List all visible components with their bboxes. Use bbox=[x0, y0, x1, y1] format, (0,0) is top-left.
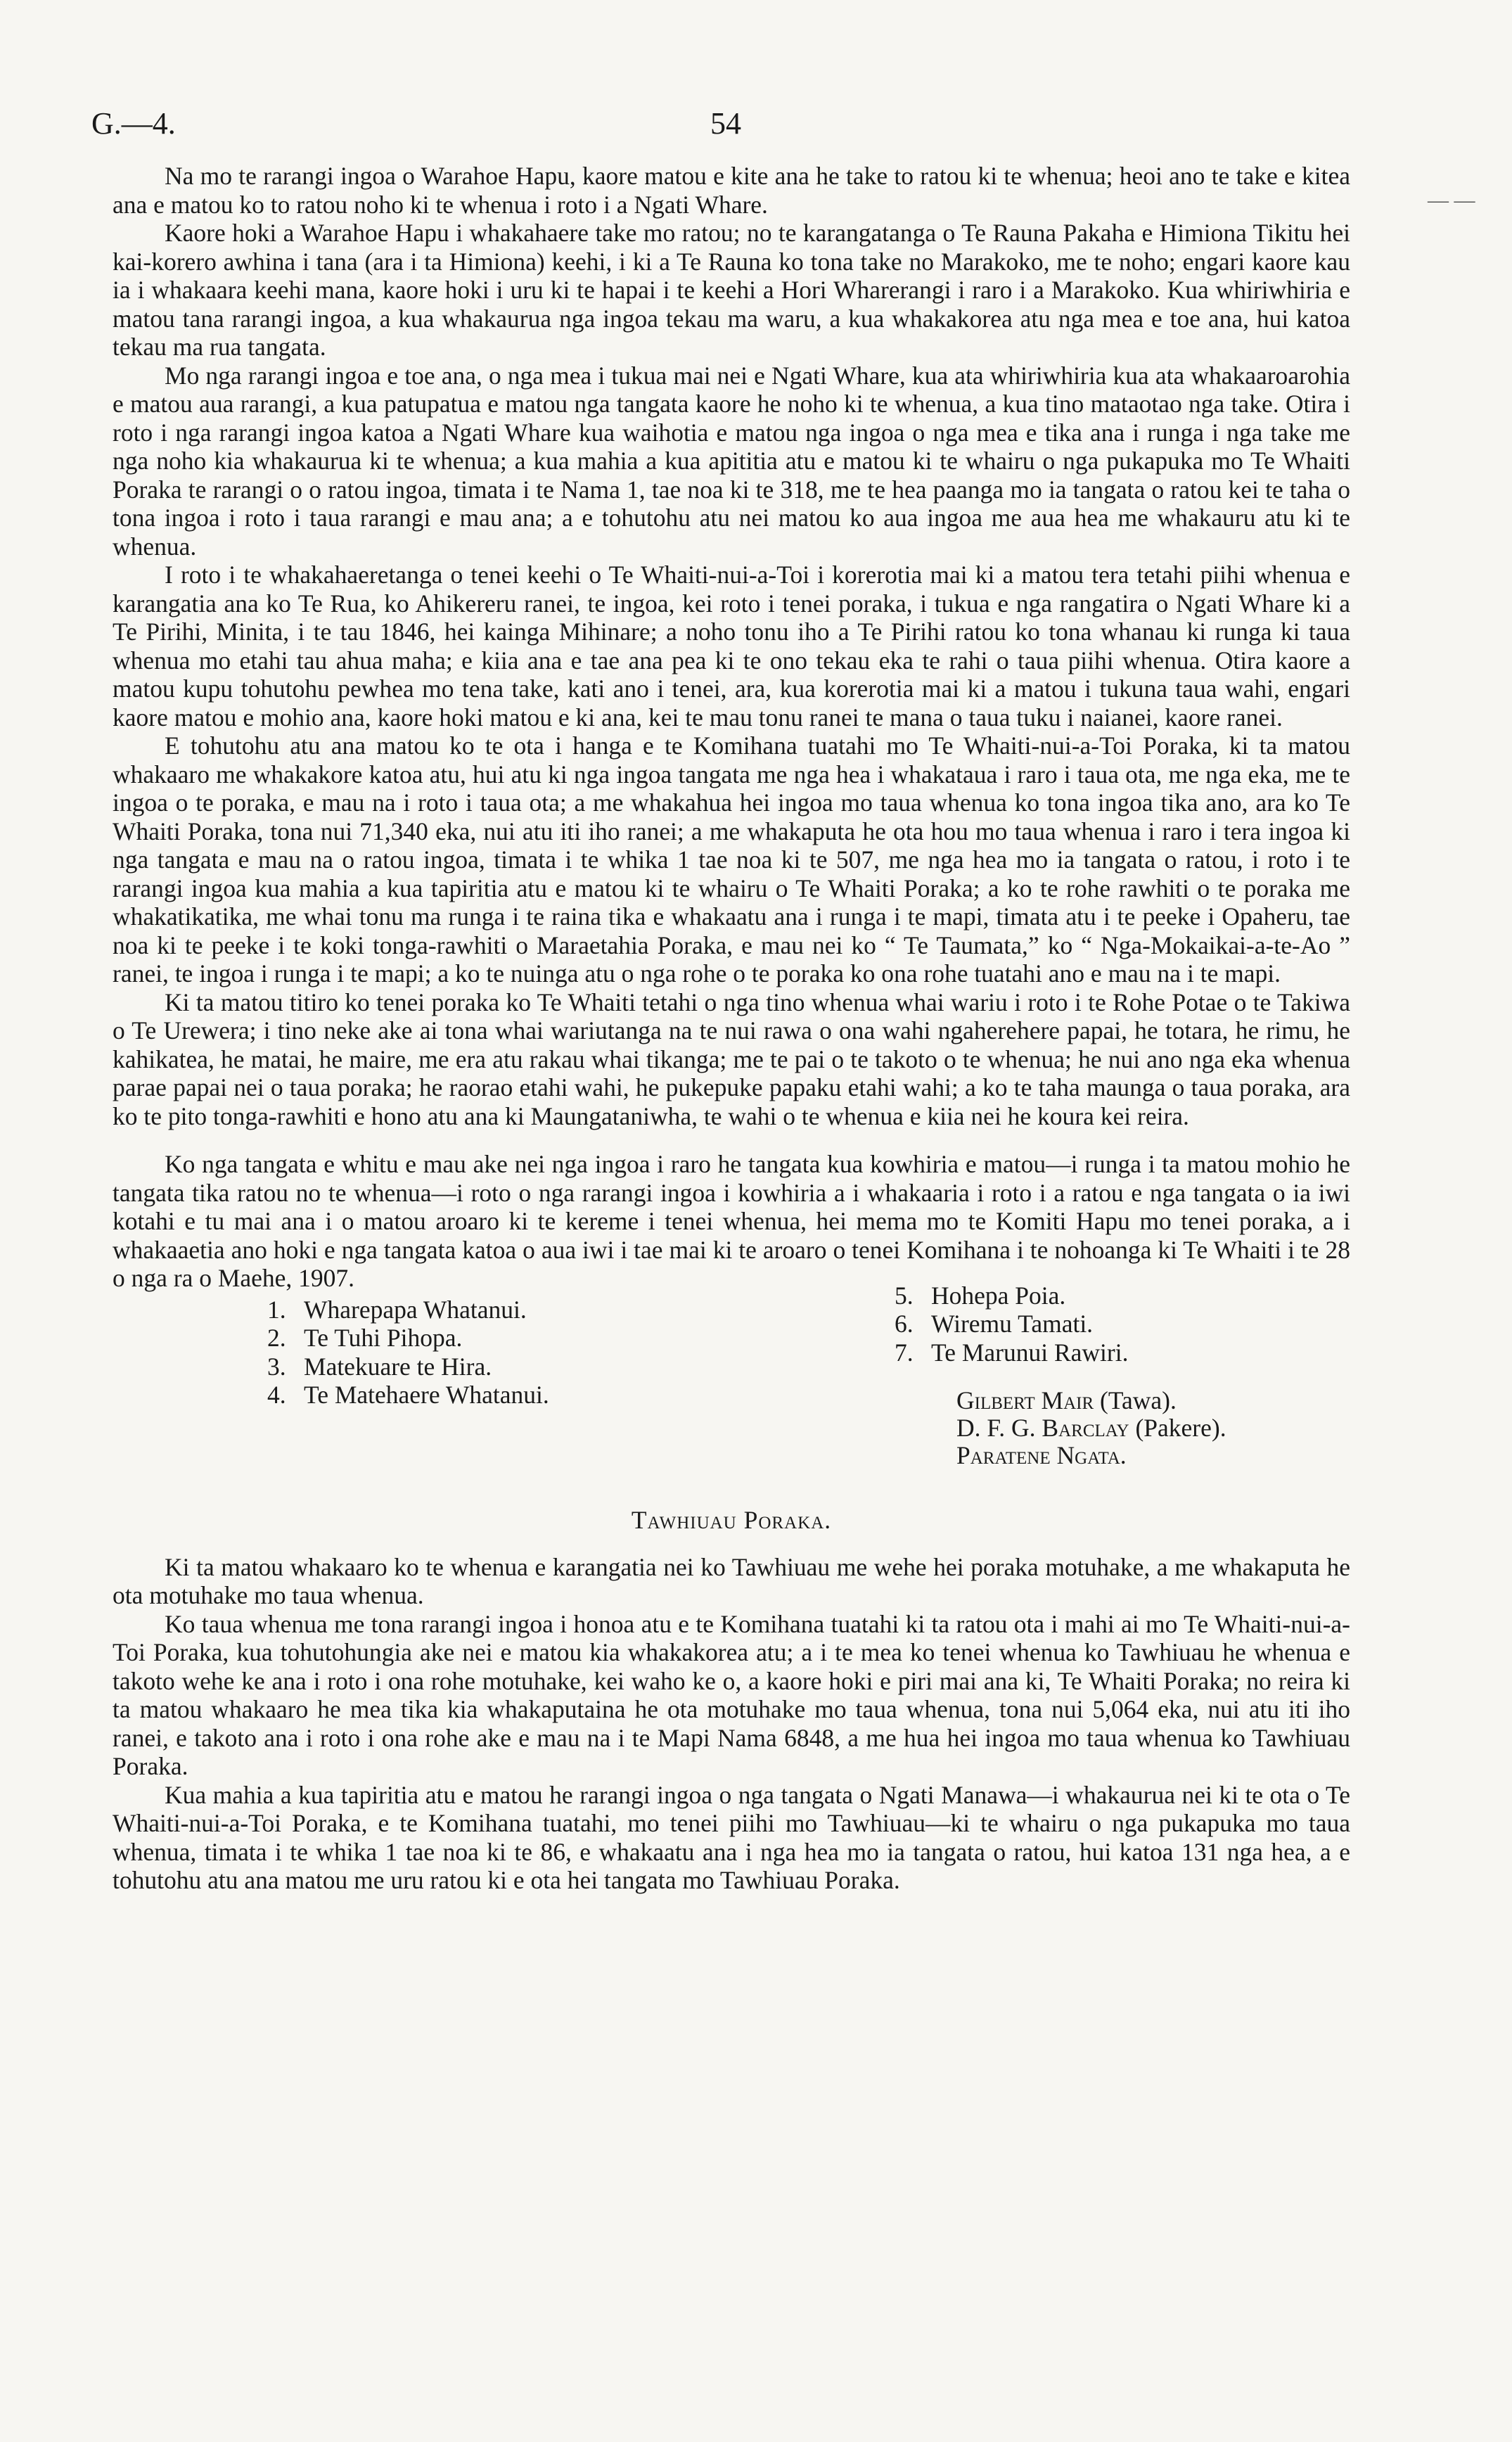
paragraph: Ko taua whenua me tona rarangi ingoa i honoa atu e te Komihana tuatahi ki ta ratou ota i mahi ai mo Te Whaiti-nui-a-Toi Poraka, kua tohutohungia ake nei e matou kia whakakorea atu; a i te mea ko tenei whenua ko Tawhiuau he whenua e takoto wehe ke ana i roto i ona rohe motuhake, kei waho ke o, a kaore hoki e piri mai ana ki, Te Whaiti Poraka; no reira ki ta matou whakaaro he mea tika kia whakaputaina he ota motuhake mo taua whenua, tona nui 5,064 eka, nui atu iti iho ranei, e takoto ana i roto i ona rohe ake e mau na i te Mapi Nama 6848, a me hua hei ingoa mo taua whenua ko Tawhiuau Poraka. bbox=[113, 1609, 1350, 1780]
paragraph: Ki ta matou titiro ko tenei poraka ko Te Whaiti tetahi o nga tino whenua whai wariu i roto i te Rohe Potae o te Takiwa o Te Urewera; i tino neke ake ai tona whai wariutanga na te nui rawa o ona wahi ngaherehere papai, he totara, he rimu, he kahikatea, he matai, he maire, me era atu rakau whai tikanga; me te pai o te takoto o te whenua; he nui ano nga eka whenua parae papai nei o taua poraka; he raorao etahi wahi, he pukepuke papaku etahi wahi; a ko te taha maunga o taua poraka, ara ko te pito tonga-rawhiti e hono atu ana ki Maungataniwha, te wahi o te whenua e kiia nei he koura kei reira. bbox=[113, 987, 1350, 1130]
list-item: 5. Hohepa Poia. bbox=[895, 1281, 1066, 1310]
paragraph: Ki ta matou whakaaro ko te whenua e karangatia nei ko Tawhiuau me wehe hei poraka motuhake, a me whakaputa he ota motuhake mo taua whenua. bbox=[113, 1552, 1350, 1609]
signature: Paratene Ngata. bbox=[956, 1440, 1127, 1469]
paragraph: Kaore hoki a Warahoe Hapu i whakahaere take mo ratou; no te karangatanga o Te Rauna Pakaha e Himiona Tikitu hei kai-korero awhina i tana (ara i ta Himiona) keehi, i ki a Te Rauna ko tona take no Marakoko, me te noho; engari kaore kau ia i whakaara keehi mana, kaore hoki i uru ki te hapai i te keehi a Hori Wharerangi i raro i a Marakoko. Kua whiriwhiria e matou tana rarangi ingoa, a kua whakaurua nga ingoa tekau ma waru, a kua whakakorea atu nga mea e toe ana, hui katoa tekau ma rua tangata. bbox=[113, 219, 1350, 361]
paragraph: I roto i te whakahaeretanga o tenei keehi o Te Whaiti-nui-a-Toi i korerotia mai ki a matou tera tetahi piihi whenua e karangatia ana ko Te Rua, ko Ahikereru ranei, te ingoa, kei roto i tenei poraka, i tukua e nga rangatira o Ngati Whare ki a Te Pirihi, Minita, i te tau 1846, hei kainga Mihinare; a noho tonu iho a Te Pirihi ratou ko tona whanau ki runga ki taua whenua mo etahi tau ahua maha; e kiia ana e tae ana pea ki te ono tekau eka te rahi o taua piihi whenua. Otira kaore a matou kupu tohutohu pewhea mo tena take, kati ano i tenei, ara, kua korerotia mai ki a matou i tukuna taua wahi, engari kaore matou e mohio ana, kaore hoki matou e ki ana, kei te mau tonu ranei te mana o taua tuku i naianei, kaore ranei. bbox=[113, 561, 1350, 731]
section-body bbox=[113, 1553, 1350, 1895]
list-item: 1. Wharepapa Whatanui. bbox=[267, 1295, 527, 1324]
document-page bbox=[91, 106, 1350, 1895]
signatures-block bbox=[956, 1387, 1226, 1469]
list-item: 2. Te Tuhi Pihopa. bbox=[267, 1324, 463, 1352]
committee-list-left bbox=[267, 1296, 549, 1409]
paragraph: E tohutohu atu ana matou ko te ota i hanga e te Komihana tuatahi mo Te Whaiti-nui-a-Toi Poraka, ki ta matou whakaaro me whakakore katoa atu, hui atu ki nga ingoa tangata me nga hea i whakataua i raro i taua ota, me nga eka, me te ingoa o te poraka, e mau na i roto i taua ota; a me whakahua hei ingoa mo taua whenua ko tona ingoa tika ano, ara ko Te Whaiti Poraka, tona nui 71,340 eka, nui atu iti iho ranei; a me whakaputa he ota hou mo taua whenua i raro i tera ingoa ki nga tangata e mau na o ratou ingoa, timata i te whika 1 tae noa ki te 507, me nga hea mo ia tangata o ratou, i roto i te rarangi ingoa kua mahia a kua tapiritia atu e matou ki te whairu o Te Whaiti Poraka; a ko te rohe rawhiti o te poraka me whakatikatika, me whai tonu ma runga i te raina tika e whakaatu ana i runga i te mapi, timata atu i te peeke i Opaheru, tae noa ki te peeke i te koki tonga-rawhiti o Maraetahia Poraka, e mau nei ko “ Te Taumata,” ko “ Nga-Mokaikai-a-te-Ao ” ranei, te ingoa i runga i te mapi; a ko te nuinga atu o nga rohe o te poraka ko ona rohe tuatahi ano e mau na i te mapi. bbox=[113, 731, 1350, 987]
committee-list-right bbox=[895, 1281, 1128, 1367]
main-body bbox=[113, 162, 1350, 1293]
document-reference: G.—4. bbox=[91, 106, 176, 141]
paragraph: Mo nga rarangi ingoa e toe ana, o nga mea i tukua mai nei e Ngati Whare, kua ata whiriwhiria kua ata whakaaroarohia e matou aua rarangi, a kua patupatua e matou nga tangata kaore he noho ki te whenua, a kua tino mataotao nga take. Otira i roto i nga rarangi ingoa katoa a Ngati Whare kua waihotia e matou nga ingoa o nga mea e tika ana i runga i nga take me nga noho kia whakaurua ki te whenua; a kua mahia a kua apititia atu e matou ki te whairu o nga pukapuka mo Te Whaiti Poraka te rarangi o o ratou ingoa, timata i te Nama 1, tae noa ki te 318, me te hea paanga mo ia tangata o ratou kei te taha o tona ingoa i roto i taua rarangi e mau ana; a e tohutohu atu nei matou ko aua ingoa me aua hea me whakauru atu ki te whenua. bbox=[113, 361, 1350, 561]
paragraph: Ko nga tangata e whitu e mau ake nei nga ingoa i raro he tangata kua kowhiria e matou—i runga i ta matou mohio he tangata tika ratou no te whenua—i roto o nga rarangi ingoa i kowhiria a i whakaaria i roto i a ratou e nga tangata o ia iwi kotahi e tu mai ana i o matou aroaro ki te kereme i tenei whenua, hei mema mo te Komiti Hapu mo tenei poraka, a i whakaaetia ano hoki e nga tangata katoa o aua iwi i tae mai ki te aroaro o tenei Komihana i te nohoanga ki Te Whaiti i te 28 o nga ra o Maehe, 1907. bbox=[113, 1150, 1350, 1292]
page-header bbox=[91, 106, 1350, 162]
list-item: 4. Te Matehaere Whatanui. bbox=[267, 1381, 549, 1409]
list-item: 3. Matekuare te Hira. bbox=[267, 1352, 492, 1381]
list-item: 7. Te Marunui Rawiri. bbox=[895, 1338, 1129, 1367]
section-title: Tawhiuau Poraka. bbox=[631, 1505, 832, 1534]
page-number: 54 bbox=[710, 106, 741, 141]
signature: Gilbert Mair (Tawa). bbox=[956, 1386, 1177, 1414]
committee-members bbox=[113, 1281, 1350, 1471]
list-item: 6. Wiremu Tamati. bbox=[895, 1310, 1094, 1338]
margin-mark: — — bbox=[1428, 188, 1475, 212]
paragraph: Na mo te rarangi ingoa o Warahoe Hapu, kaore matou e kite ana he take to ratou ki te whenua; heoi ano te take e kitea ana e matou ko to ratou noho ki te whenua i roto i a Ngati Whare. bbox=[113, 162, 1350, 219]
paragraph: Kua mahia a kua tapiritia atu e matou he rarangi ingoa o nga tangata o Ngati Manawa—i whakaurua nei ki te ota o Te Whaiti-nui-a-Toi Poraka, e te Komihana tuatahi, mo tenei piihi mo Tawhiuau—ki te whairu o nga pukapuka mo taua whenua, timata i te whika 1 tae noa ki te 86, e whakaatu ana i nga hea mo ia tangata o ratou, hui katoa 131 nga hea, a e tohutohu atu ana matou me uru ratou ki e ota hei tangata mo Tawhiuau Poraka. bbox=[113, 1780, 1350, 1894]
signature: D. F. G. Barclay (Pakere). bbox=[956, 1413, 1226, 1442]
